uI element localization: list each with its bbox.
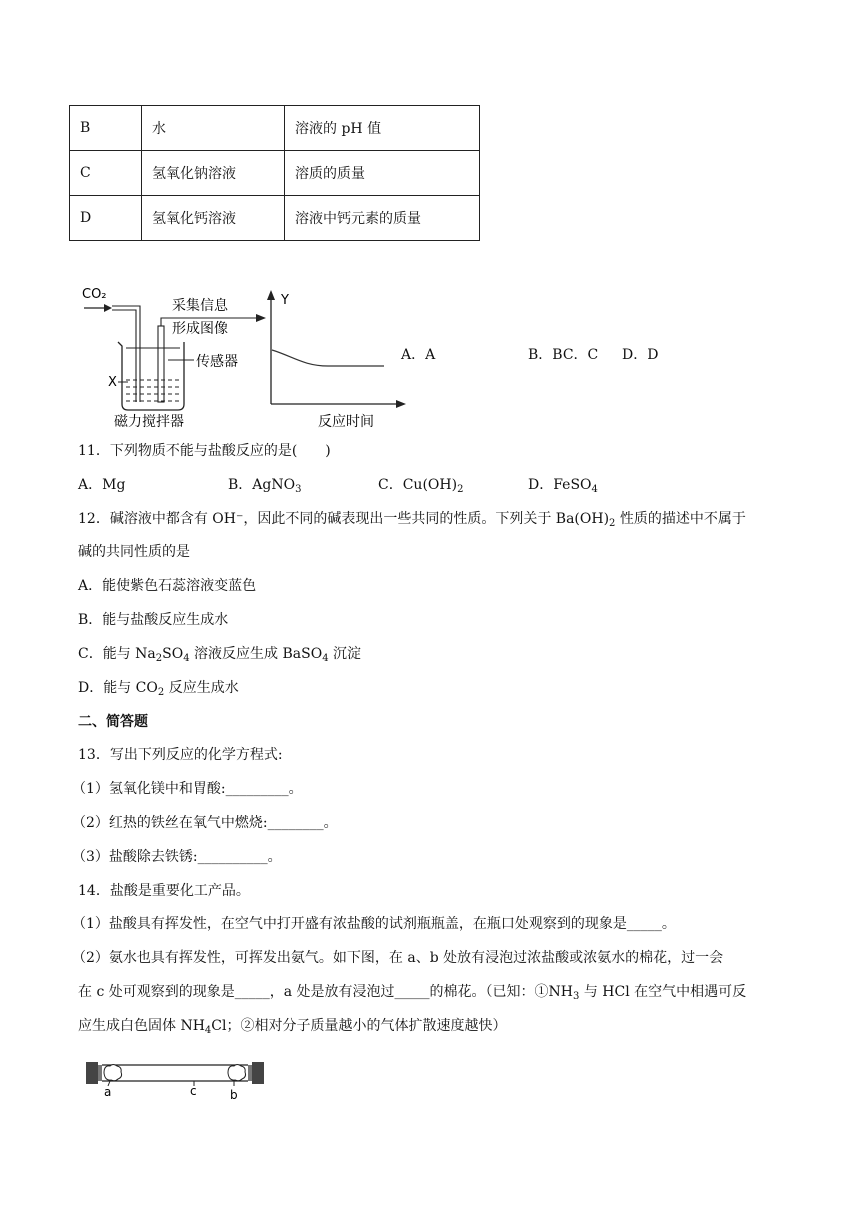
table-cell: 水 (142, 106, 285, 151)
q12-stem-line2: 碱的共同性质的是 (78, 544, 190, 560)
stirrer-label: 磁力搅拌器 (114, 414, 184, 430)
q12-choice-a: A．能使紫色石蕊溶液变蓝色 (78, 578, 257, 594)
q10-choice-d: D．D (622, 347, 659, 363)
label-c: c (190, 1084, 197, 1098)
q14-part-1: （1）盐酸具有挥发性，在空气中打开盛有浓盐酸的试剂瓶瓶盖，在瓶口处观察到的现象是_____。 (72, 916, 676, 932)
left-stopper (86, 1062, 98, 1084)
y-curve (272, 350, 384, 366)
table-row (70, 106, 480, 151)
q14-part-2-line1: （2）氨水也具有挥发性，可挥发出氨气。如下图，在 a、b 处放有浸泡过浓盐酸或浓氨水的棉花，过一会 (72, 950, 724, 966)
y-axis-label: Y (281, 293, 289, 308)
q11-stem: 11．下列物质不能与盐酸反应的是( ) (78, 443, 331, 459)
table-cell: 氢氧化钙溶液 (142, 196, 285, 241)
gas-arrowhead (104, 304, 112, 312)
x-axis-label: 反应时间 (318, 414, 374, 430)
glass-tube-diagram (84, 1058, 268, 1100)
q14-part-2-line3: 应生成白色固体 $NH_4Cl$；②相对分子质量越小的气体扩散速度越快） (78, 1018, 507, 1036)
options-table (69, 105, 480, 241)
q13-part-2: （2）红热的铁丝在氧气中燃烧:________。 (72, 815, 338, 831)
cotton-a (104, 1065, 122, 1081)
signal-arrowhead (256, 314, 266, 322)
table-cell: B (70, 106, 142, 151)
q11-choice-d: D．FeSO$_4$ (528, 477, 598, 495)
table-cell: 溶液中钙元素的质量 (285, 196, 480, 241)
right-stopper (252, 1062, 264, 1084)
q11-choice-b: B．AgNO$_3$ (228, 477, 302, 495)
beaker (118, 342, 184, 410)
sensor-label: 传感器 (196, 354, 238, 370)
q12-choice-b: B．能与盐酸反应生成水 (78, 612, 229, 628)
x-axis-arrow (396, 400, 406, 408)
table-row (70, 196, 480, 241)
q13-stem: 13．写出下列反应的化学方程式: (78, 747, 283, 763)
q14-stem: 14．盐酸是重要化工产品。 (78, 883, 250, 899)
x-label: X (108, 375, 117, 390)
table-cell: C (70, 151, 142, 196)
collect-label: 采集信息 (172, 298, 228, 314)
table-cell: D (70, 196, 142, 241)
cotton-b (228, 1065, 246, 1081)
q10-choice-a: A．A (401, 347, 436, 363)
label-b: b (230, 1088, 238, 1100)
q11-choice-a: A．Mg (78, 477, 126, 493)
table-cell: 氢氧化钠溶液 (142, 151, 285, 196)
q11-choice-c: C．$Cu(OH)_2$ (378, 477, 464, 495)
apparatus-diagram (78, 282, 413, 432)
sensor-probe (158, 326, 164, 402)
table-cell: 溶质的质量 (285, 151, 480, 196)
solution (126, 380, 180, 401)
q13-part-3: （3）盐酸除去铁锈:__________。 (72, 849, 282, 865)
label-a: a (104, 1085, 112, 1099)
q12-choice-d: D．能与 $CO_2$ 反应生成水 (78, 680, 239, 698)
q12-choice-c: C．能与 $Na_2SO_4$ 溶液反应生成 BaSO$_4$ 沉淀 (78, 646, 362, 664)
section-heading: 二、简答题 (78, 714, 148, 730)
q14-part-2-line2: 在 c 处可观察到的现象是_____，a 处是放有浸泡过_____的棉花。（已知：$①NH_3$ 与 HCl 在空气中相遇可反 (78, 984, 747, 1002)
q10-choice-b: B．BC．C (528, 347, 599, 363)
gas-label: CO₂ (82, 287, 107, 302)
image-label: 形成图像 (172, 321, 228, 337)
y-axis-arrow (267, 290, 275, 300)
table-cell: 溶液的 pH 值 (285, 106, 480, 151)
q12-stem: 12．碱溶液中都含有 OH⁻，因此不同的碱表现出一些共同的性质。下列关于 $Ba(OH)_2$ 性质的描述中不属于 (78, 511, 746, 529)
table-row (70, 151, 480, 196)
q13-part-1: （1）氢氧化镁中和胃酸:_________。 (72, 781, 303, 797)
